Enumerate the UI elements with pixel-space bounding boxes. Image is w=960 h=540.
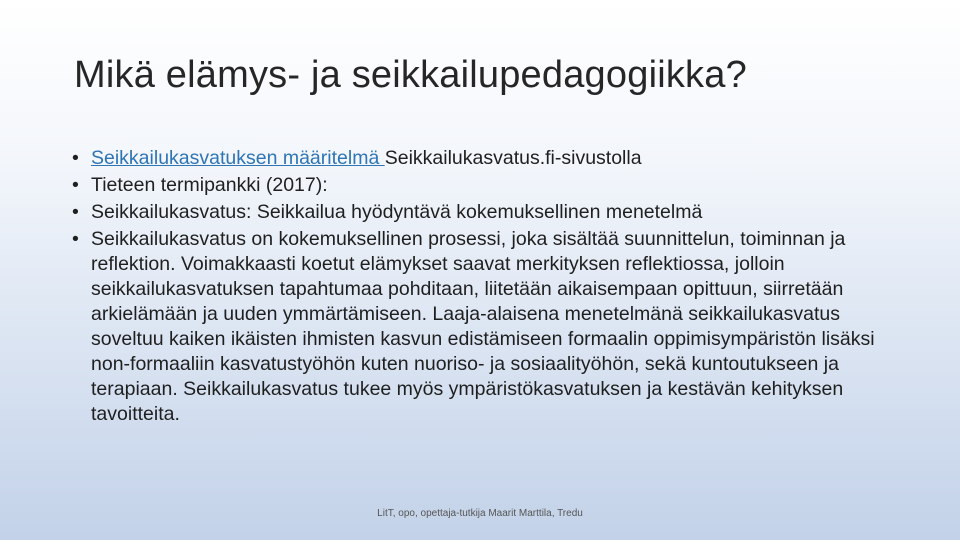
short-definition-text: Seikkailukasvatus: Seikkailua hyödyntävä kokemuksellinen menetelmä [91,201,703,223]
termbank-text: Tieteen termipankki (2017): [91,174,328,196]
slide-footer: LitT, opo, opettaja-tutkija Maarit Marttila, Tredu [377,508,583,519]
bullet-item-long-definition [72,227,912,427]
bullet-item-termbank [72,173,912,198]
definition-link[interactable]: Seikkailukasvatuksen määritelmä [91,147,385,169]
bullet-item-short-definition [72,200,912,225]
bullet-list [72,146,912,429]
bullet-dot: • [72,201,79,223]
bullet-dot: • [72,228,79,250]
slide-title: Mikä elämys- ja seikkailupedagogiikka? [74,54,747,96]
definition-source-text: Seikkailukasvatus.fi-sivustolla [384,147,642,169]
bullet-dot: • [72,147,79,169]
long-definition-text: Seikkailukasvatus on kokemuksellinen prosessi, joka sisältää suunnittelun, toiminnan ja reflektion. Voimakkaasti koetut elämykset saavat merkityksen reflektiossa, jolloin seikkailukasvatuksen tapahtumaa pohditaan, liitetään aikaisempaan opittuun, siirretään arkielämään ja uuden ymmärtämiseen. Laaja-alaisena menetelmänä seikkailukasvatus soveltuu kaiken ikäisten ihmisten kasvun edistämiseen formaalin oppimisympäristön lisäksi non-formaaliin kasvatustyöhön kuten nuoriso- ja sosiaalityöhön, sekä kuntoutukseen ja terapiaan. Seikkailukasvatus tukee myös ympäristökasvatuksen ja kestävän kehityksen tavoitteita. [91,228,875,425]
bullet-dot: • [72,174,79,196]
bullet-item-definition [72,146,912,171]
